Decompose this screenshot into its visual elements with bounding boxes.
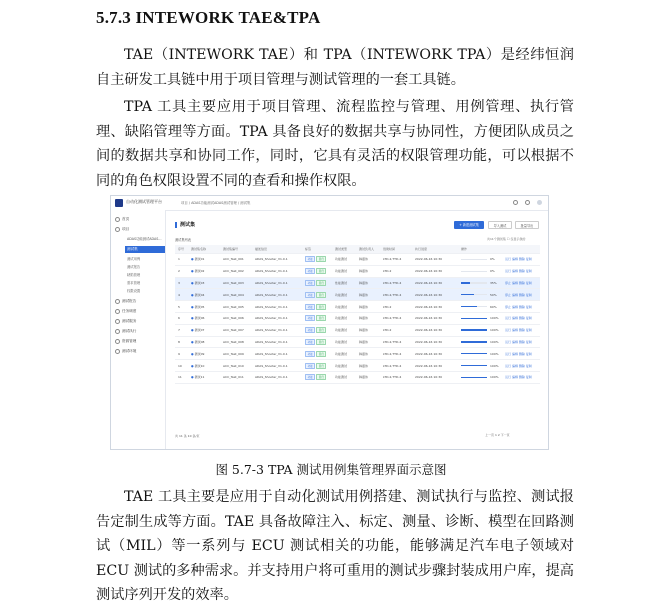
progress-bar bbox=[461, 329, 487, 330]
sidebar-item-label: 测试执行 bbox=[122, 329, 137, 333]
column-header: 标签 bbox=[305, 247, 312, 251]
test-type: 功能测试 bbox=[335, 304, 348, 309]
app-name: 自动化测试管理平台 bbox=[126, 199, 162, 204]
tags-cell bbox=[305, 325, 327, 336]
test-type: 功能测试 bbox=[335, 292, 348, 297]
tags-cell bbox=[305, 313, 327, 324]
tag: 回归 bbox=[316, 268, 326, 274]
testset-code: ACC_Test_005 bbox=[223, 304, 244, 309]
testset-name[interactable]: ● 测试09 bbox=[191, 351, 205, 356]
testset-name[interactable]: ● 测试02 bbox=[191, 269, 205, 274]
tag: 回归 bbox=[316, 363, 326, 369]
row-actions[interactable]: 运行 编辑 删除 复制 bbox=[505, 363, 532, 368]
test-scope: LTD-2,TTD-4 bbox=[383, 375, 402, 380]
app-topbar bbox=[111, 196, 548, 211]
table-row[interactable] bbox=[175, 301, 540, 313]
test-scope: LTD-2 bbox=[383, 328, 392, 333]
table-row[interactable] bbox=[175, 337, 540, 349]
progress-bar bbox=[461, 259, 487, 260]
list-label: 测试集列表 bbox=[175, 238, 191, 242]
row-number: 2 bbox=[178, 269, 180, 274]
test-type: 功能测试 bbox=[335, 339, 348, 344]
test-type: 功能测试 bbox=[335, 363, 348, 368]
testset-name[interactable]: ● 测试01 bbox=[191, 257, 205, 262]
test-scope: LTD-2 bbox=[383, 304, 392, 309]
test-owner: 韩嘉伟 bbox=[359, 375, 369, 380]
tags-cell bbox=[305, 301, 327, 312]
progress-bar bbox=[461, 294, 487, 295]
testset-desc: ADAS_Shooter_V1.0.1 bbox=[255, 257, 288, 262]
create-time: 2022-06-16 10:30 bbox=[415, 257, 443, 262]
table-row[interactable] bbox=[175, 313, 540, 325]
sidebar-item-label: 项目 bbox=[122, 227, 130, 231]
progress-cell: 60% bbox=[461, 301, 497, 312]
row-number: 8 bbox=[178, 339, 180, 344]
sidebar-item-14[interactable] bbox=[115, 338, 136, 345]
sidebar-item-9[interactable] bbox=[127, 288, 140, 295]
column-header: 序号 bbox=[178, 247, 185, 251]
testset-desc: ADAS_Shooter_V1.0.1 bbox=[255, 292, 288, 297]
row-number: 10 bbox=[178, 363, 182, 368]
table-row[interactable] bbox=[175, 325, 540, 337]
tag: 回归 bbox=[316, 304, 326, 310]
tags-cell bbox=[305, 266, 327, 277]
sidebar-item-label: 测试集 bbox=[127, 247, 138, 251]
progress-bar bbox=[461, 306, 487, 307]
tags-cell bbox=[305, 289, 327, 300]
testset-code: ACC_Test_003 bbox=[223, 280, 244, 285]
nav-icon bbox=[115, 319, 120, 324]
paragraph-intro: TAE（INTEWORK TAE）和 TPA（INTEWORK TPA）是经纬恒润自主研发工具链中用于项目管理与测试管理的一套工具链。 bbox=[96, 47, 574, 88]
sidebar-item-6[interactable] bbox=[127, 264, 140, 271]
column-header: 测试负责人 bbox=[359, 247, 375, 251]
row-number: 11 bbox=[178, 375, 182, 380]
progress-cell: 50% bbox=[461, 289, 497, 300]
pagination-summary: 共 11 条 10 条/页 bbox=[175, 434, 200, 438]
tags-cell bbox=[305, 360, 327, 371]
testset-name[interactable]: ● 测试06 bbox=[191, 316, 205, 321]
create-time: 2022-06-16 10:30 bbox=[415, 304, 443, 309]
sidebar-item-8[interactable] bbox=[127, 280, 140, 287]
test-type: 功能测试 bbox=[335, 351, 348, 356]
sidebar-item-2[interactable] bbox=[115, 226, 129, 233]
paragraph-tpa: TPA 工具主要应用于项目管理、流程监控与管理、用例管理、执行管理、缺陷管理等方面。TPA 具备良好的数据共享与协同性，方便团队成员之间的数据共享和协同工作，同时，它具有灵活的权限管理功能，可以根据不同的角色权限设置不同的查看和操作权限。 bbox=[96, 99, 574, 189]
testset-desc: ADAS_Shooter_V1.0.1 bbox=[255, 328, 288, 333]
tags-cell bbox=[305, 254, 327, 265]
column-header: 执行进度 bbox=[415, 247, 428, 251]
sidebar-item-label: ADAS功能测试ADAS... bbox=[127, 237, 162, 241]
row-actions[interactable]: 停止 编辑 删除 复制 bbox=[505, 280, 532, 285]
tag: 功能 bbox=[305, 363, 315, 369]
progress-bar bbox=[461, 271, 487, 272]
test-owner: 韩嘉伟 bbox=[359, 292, 369, 297]
tpa-screenshot-figure bbox=[110, 195, 549, 450]
create-time: 2022-06-16 10:30 bbox=[415, 328, 443, 333]
tag: 功能 bbox=[305, 351, 315, 357]
tag: 回归 bbox=[316, 327, 326, 333]
row-actions[interactable]: 运行 编辑 删除 复制 bbox=[505, 257, 532, 262]
row-number: 7 bbox=[178, 328, 180, 333]
testset-code: ACC_Test_002 bbox=[223, 269, 244, 274]
testset-desc: ADAS_Shooter_V1.0.1 bbox=[255, 363, 288, 368]
row-actions[interactable]: 运行 编辑 删除 复制 bbox=[505, 339, 532, 344]
progress-cell: 35% bbox=[461, 278, 497, 289]
test-scope: LTD-2,TTD-4 bbox=[383, 257, 402, 262]
app-logo-icon bbox=[115, 199, 123, 207]
test-scope: LTD-2,TTD-4 bbox=[383, 292, 402, 297]
progress-bar bbox=[461, 377, 487, 378]
tag: 回归 bbox=[316, 339, 326, 345]
table-row[interactable] bbox=[175, 360, 540, 372]
sidebar-item-4[interactable] bbox=[125, 246, 165, 253]
tag: 功能 bbox=[305, 268, 315, 274]
testset-desc: ADAS_Shooter_V1.0.1 bbox=[255, 304, 288, 309]
progress-bar bbox=[461, 282, 487, 283]
avatar[interactable] bbox=[537, 200, 542, 205]
table-header bbox=[175, 245, 540, 254]
table-row[interactable] bbox=[175, 289, 540, 301]
create-time: 2022-06-16 10:30 bbox=[415, 339, 443, 344]
test-type: 功能测试 bbox=[335, 316, 348, 321]
test-owner: 韩嘉伟 bbox=[359, 280, 369, 285]
import-button[interactable]: 导入测试 bbox=[488, 221, 512, 229]
progress-cell: 100% bbox=[461, 372, 499, 383]
testset-code: ACC_Test_011 bbox=[223, 375, 244, 380]
progress-bar bbox=[461, 318, 487, 319]
test-owner: 韩嘉伟 bbox=[359, 363, 369, 368]
test-type: 功能测试 bbox=[335, 375, 348, 380]
title-accent bbox=[175, 222, 177, 228]
section-heading: 5.7.3 INTEWORK TAE&TPA bbox=[96, 8, 321, 27]
nav-icon bbox=[115, 217, 120, 222]
row-number: 6 bbox=[178, 316, 180, 321]
test-type: 功能测试 bbox=[335, 328, 348, 333]
column-header: 操作 bbox=[461, 247, 468, 251]
row-number: 4 bbox=[178, 292, 180, 297]
sidebar-item-label: 测试用例 bbox=[127, 257, 141, 261]
row-number: 1 bbox=[178, 257, 180, 262]
testset-desc: ADAS_Shooter_V1.0.1 bbox=[255, 351, 288, 356]
test-owner: 韩嘉伟 bbox=[359, 269, 369, 274]
testset-desc: ADAS_Shooter_V1.0.1 bbox=[255, 280, 288, 285]
nav-icon bbox=[115, 349, 120, 354]
column-header: 测试集名称 bbox=[191, 247, 207, 251]
create-time: 2022-06-16 10:30 bbox=[415, 316, 443, 321]
test-owner: 韩嘉伟 bbox=[359, 304, 369, 309]
test-scope: LTD-2,TTD-4 bbox=[383, 363, 402, 368]
testset-name[interactable]: ● 测试11 bbox=[191, 375, 205, 380]
table-row[interactable] bbox=[175, 266, 540, 278]
testset-code: ACC_Test_010 bbox=[223, 363, 244, 368]
progress-bar bbox=[461, 353, 487, 354]
tag: 回归 bbox=[316, 315, 326, 321]
tag: 回归 bbox=[316, 374, 326, 380]
tag: 功能 bbox=[305, 315, 315, 321]
bell-icon[interactable] bbox=[525, 200, 530, 205]
sidebar-item-label: 测试服务 bbox=[122, 319, 137, 323]
testset-name[interactable]: ● 测试10 bbox=[191, 363, 205, 368]
sidebar-item-label: 缺陷管理 bbox=[127, 273, 141, 277]
test-owner: 韩嘉伟 bbox=[359, 339, 369, 344]
progress-bar bbox=[461, 341, 487, 342]
sidebar-item-1[interactable] bbox=[115, 216, 129, 223]
help-icon[interactable] bbox=[513, 200, 518, 205]
testset-code: ACC_Test_007 bbox=[223, 328, 244, 333]
test-scope: LTD-2,TTD-4 bbox=[383, 351, 402, 356]
testset-desc: ADAS_Shooter_V1.0.1 bbox=[255, 316, 288, 321]
row-actions[interactable]: 停止 编辑 删除 复制 bbox=[505, 304, 532, 309]
breadcrumb[interactable]: 项目 / ADAS功能测试ADAS测试管理 / 测试集 bbox=[181, 201, 251, 205]
progress-bar bbox=[461, 365, 487, 366]
nav-icon bbox=[115, 227, 120, 232]
create-time: 2022-06-16 10:30 bbox=[415, 363, 443, 368]
test-owner: 韩嘉伟 bbox=[359, 351, 369, 356]
tag: 回归 bbox=[316, 280, 326, 286]
test-owner: 韩嘉伟 bbox=[359, 328, 369, 333]
test-scope: LTD-2,TTD-4 bbox=[383, 280, 402, 285]
sidebar-item-15[interactable] bbox=[115, 348, 136, 355]
testset-name[interactable]: ● 测试04 bbox=[191, 292, 205, 297]
table-row[interactable] bbox=[175, 278, 540, 290]
nav-icon bbox=[115, 329, 120, 334]
sidebar bbox=[111, 210, 166, 449]
sidebar-item-13[interactable] bbox=[115, 328, 136, 335]
tag: 功能 bbox=[305, 327, 315, 333]
test-type: 性能测试 bbox=[335, 280, 348, 285]
testset-name[interactable]: ● 测试03 bbox=[191, 280, 205, 285]
row-number: 9 bbox=[178, 351, 180, 356]
sidebar-item-label: 需求管理 bbox=[127, 281, 141, 285]
figure-caption: 图 5.7-3 TPA 测试用例集管理界面示意图 bbox=[215, 462, 447, 477]
nav-icon bbox=[115, 299, 120, 304]
export-button[interactable]: 批量导出 bbox=[515, 221, 539, 229]
test-type: 功能测试 bbox=[335, 257, 348, 262]
progress-cell: 0% bbox=[461, 266, 495, 277]
row-actions[interactable]: 运行 编辑 删除 复制 bbox=[505, 316, 532, 321]
column-header: 创建时间 bbox=[383, 247, 396, 251]
create-time: 2022-06-16 10:30 bbox=[415, 375, 443, 380]
nav-icon bbox=[115, 309, 120, 314]
testset-code: ACC_Test_008 bbox=[223, 339, 244, 344]
tags-cell bbox=[305, 278, 327, 289]
table-row[interactable] bbox=[175, 254, 540, 266]
new-testset-button[interactable]: + 新建测试集 bbox=[454, 221, 484, 229]
sidebar-item-label: 任务调度 bbox=[122, 309, 137, 313]
progress-cell: 100% bbox=[461, 325, 499, 336]
tags-cell bbox=[305, 337, 327, 348]
column-header: 测试集编号 bbox=[223, 247, 239, 251]
progress-cell: 100% bbox=[461, 348, 499, 359]
nav-icon bbox=[115, 339, 120, 344]
sidebar-item-11[interactable] bbox=[115, 308, 136, 315]
testset-table bbox=[175, 245, 540, 384]
row-actions[interactable]: 运行 编辑 删除 复制 bbox=[505, 351, 532, 356]
create-time: 2022-06-16 10:30 bbox=[415, 269, 443, 274]
progress-cell: 100% bbox=[461, 313, 499, 324]
create-time: 2022-06-16 10:30 bbox=[415, 280, 443, 285]
paragraph-tae: TAE 工具主要是应用于自动化测试用例搭建、测试执行与监控、测试报告定制生成等方面。TAE 具备故障注入、标定、测量、诊断、模型在回路测试（MIL）等一系列与 ECU 测试相关的功能，能够满足汽车电子领域对 ECU 测试的多种需求。并支持用户将可重用的测试步骤封装成用户库，提高测试序列开发的效率。 bbox=[96, 489, 574, 603]
testset-desc: ADAS_Shooter_V1.0.1 bbox=[255, 375, 288, 380]
create-time: 2022-06-16 10:30 bbox=[415, 292, 443, 297]
testset-name[interactable]: ● 测试07 bbox=[191, 328, 205, 333]
testset-name[interactable]: ● 测试08 bbox=[191, 339, 205, 344]
row-actions[interactable]: 运行 编辑 删除 复制 bbox=[505, 375, 532, 380]
tag: 功能 bbox=[305, 256, 315, 262]
table-row[interactable] bbox=[175, 372, 540, 384]
test-owner: 韩嘉伟 bbox=[359, 316, 369, 321]
tag: 功能 bbox=[305, 339, 315, 345]
sidebar-item-5[interactable] bbox=[127, 256, 140, 263]
sidebar-item-12[interactable] bbox=[115, 318, 136, 325]
progress-cell: 0% bbox=[461, 254, 495, 265]
test-owner: 韩嘉伟 bbox=[359, 257, 369, 262]
row-actions[interactable]: 运行 编辑 删除 复制 bbox=[505, 269, 532, 274]
testset-code: ACC_Test_009 bbox=[223, 351, 244, 356]
sidebar-item-3[interactable] bbox=[127, 236, 162, 243]
pagination[interactable]: 上一页 1 2 下一页 bbox=[485, 433, 510, 437]
tag: 回归 bbox=[316, 256, 326, 262]
row-number: 5 bbox=[178, 304, 180, 309]
tag: 功能 bbox=[305, 304, 315, 310]
sidebar-item-label: 测试报告 bbox=[127, 265, 141, 269]
row-number: 3 bbox=[178, 280, 180, 285]
test-scope: LTD-2,TTD-4 bbox=[383, 339, 402, 344]
sidebar-item-label: 测试环境 bbox=[122, 349, 137, 353]
tag: 功能 bbox=[305, 292, 315, 298]
sidebar-item-label: 测试报告 bbox=[122, 299, 137, 303]
table-row[interactable] bbox=[175, 348, 540, 360]
test-scope: LTD-2 bbox=[383, 269, 392, 274]
progress-cell: 100% bbox=[461, 360, 499, 371]
tags-cell bbox=[305, 372, 327, 383]
create-time: 2022-06-16 10:30 bbox=[415, 351, 443, 356]
sidebar-item-10[interactable] bbox=[115, 298, 136, 305]
column-header: 描述信息 bbox=[255, 247, 268, 251]
column-header: 测试类型 bbox=[335, 247, 348, 251]
testset-desc: ADAS_Shooter_V1.0.1 bbox=[255, 339, 288, 344]
testset-code: ACC_Test_004 bbox=[223, 292, 244, 297]
tag: 回归 bbox=[316, 292, 326, 298]
test-type: 功能测试 bbox=[335, 269, 348, 274]
testset-code: ACC_Test_001 bbox=[223, 257, 244, 262]
tag: 回归 bbox=[316, 351, 326, 357]
progress-cell: 100% bbox=[461, 337, 499, 348]
row-actions[interactable]: 停止 编辑 删除 复制 bbox=[505, 292, 532, 297]
list-summary[interactable]: 共11个测试集 ☐ 仅显示我的 bbox=[487, 237, 526, 241]
sidebar-item-7[interactable] bbox=[127, 272, 140, 279]
sidebar-item-label: 权限设置 bbox=[127, 289, 141, 293]
tags-cell bbox=[305, 348, 327, 359]
tag: 功能 bbox=[305, 280, 315, 286]
tag: 功能 bbox=[305, 374, 315, 380]
testset-code: ACC_Test_006 bbox=[223, 316, 244, 321]
sidebar-item-label: 首页 bbox=[122, 217, 130, 221]
row-actions[interactable]: 运行 编辑 删除 复制 bbox=[505, 328, 532, 333]
sidebar-item-label: 资源管理 bbox=[122, 339, 137, 343]
main-panel bbox=[167, 212, 546, 448]
test-scope: LTD-2,TTD-4 bbox=[383, 316, 402, 321]
testset-name[interactable]: ● 测试05 bbox=[191, 304, 205, 309]
testset-desc: ADAS_Shooter_V1.0.1 bbox=[255, 269, 288, 274]
page-title: 测试集 bbox=[180, 222, 196, 228]
